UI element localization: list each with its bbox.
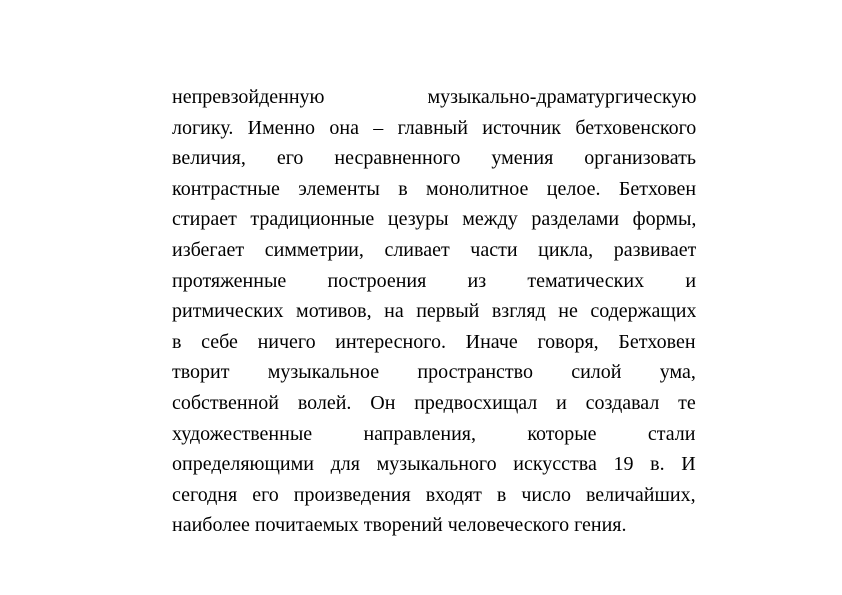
text-line-9: в себе ничего интересного. Иначе говоря, Бетховен <box>172 330 696 353</box>
text-line-14: сегодня его произведения входят в число величайших, <box>172 483 696 506</box>
text-line-5: стирает традиционные цезуры между разделами формы, <box>172 208 696 231</box>
text-line-10: творит музыкальное пространство силой ума, <box>172 361 696 384</box>
text-line-6: избегает симметрии, сливает части цикла, развивает <box>172 238 696 261</box>
text-line-1: непревзойденную музыкально-драматургическую <box>172 86 696 108</box>
text-line-2: логику. Именно она – главный источник бетховенского <box>172 116 696 139</box>
text-line-8: ритмических мотивов, на первый взгляд не содержащих <box>172 300 696 323</box>
text-line-15: наиболее почитаемых творений человеческого гения. <box>172 514 627 537</box>
text-line-3: величия, его несравненного умения организовать <box>172 147 696 170</box>
text-line-11: собственной волей. Он предвосхищал и создавал те <box>172 391 696 414</box>
body-paragraph <box>172 82 696 541</box>
text-line-4: контрастные элементы в монолитное целое. Бетховен <box>172 177 696 200</box>
text-line-12: художественные направления, которые стали <box>172 422 696 445</box>
text-line-7: протяженные построения из тематических и <box>172 269 696 292</box>
text-line-13: определяющими для музыкального искусства 19 в. И <box>172 453 696 476</box>
